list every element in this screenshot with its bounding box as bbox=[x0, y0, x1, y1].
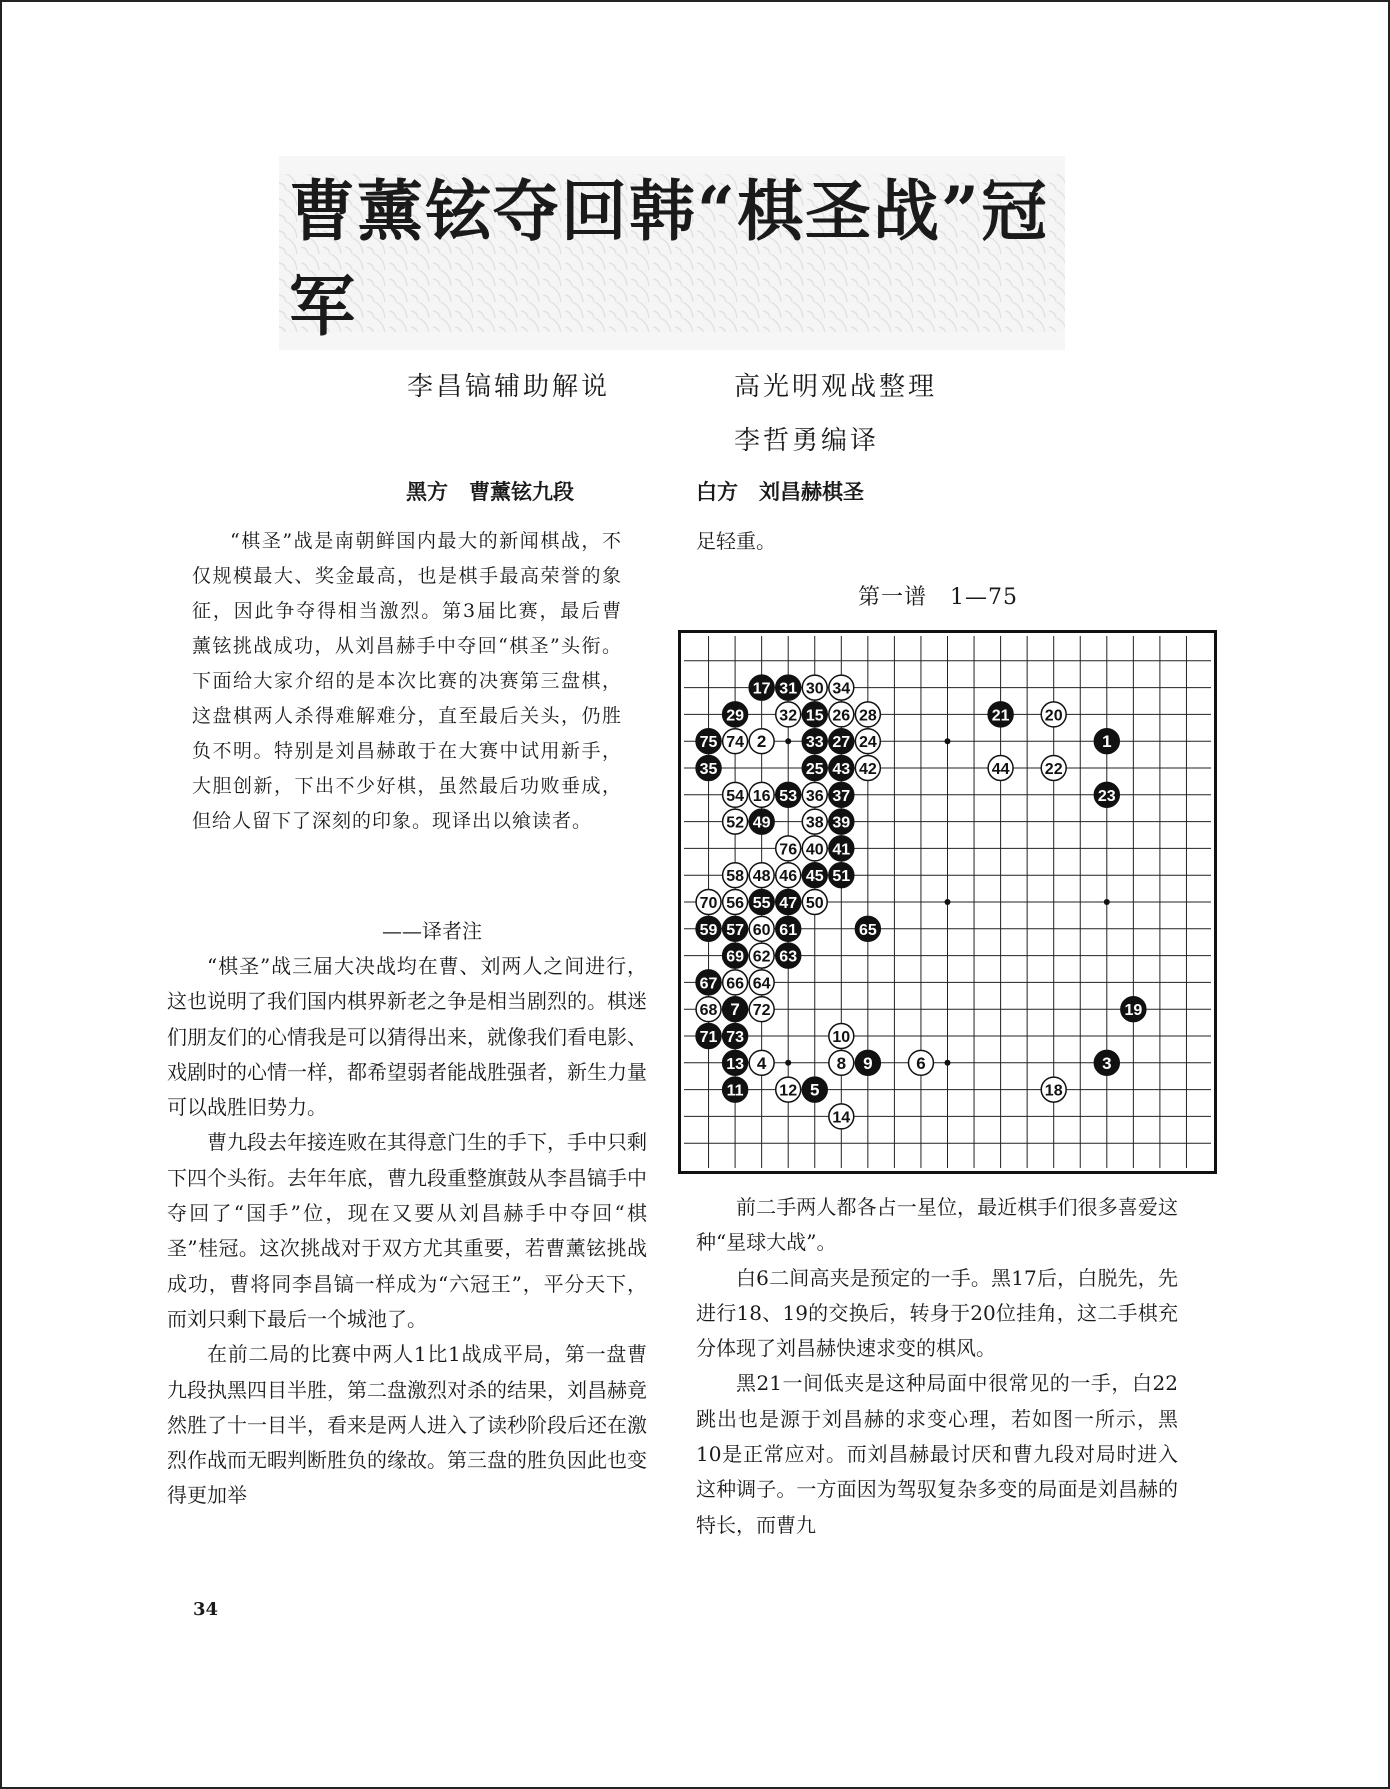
star-point bbox=[945, 738, 951, 744]
white-stone bbox=[829, 675, 854, 700]
stone-number: 41 bbox=[832, 841, 851, 859]
white-stone bbox=[723, 782, 748, 807]
stone-number: 19 bbox=[1124, 1002, 1143, 1020]
white-stone bbox=[829, 702, 854, 727]
black-stone bbox=[696, 916, 721, 941]
stone-number: 75 bbox=[699, 734, 718, 752]
stone-number: 61 bbox=[779, 921, 798, 939]
white-stone bbox=[988, 756, 1013, 781]
stone-number: 24 bbox=[858, 734, 877, 752]
paragraph: 白6二间高夹是预定的一手。黑17后，白脱先，先进行18、19的交换后，转身于20位挂角，这二手棋充分体现了刘昌赫快速求变的棋风。 bbox=[696, 1265, 1178, 1361]
stone-number: 39 bbox=[832, 814, 851, 832]
black-stone bbox=[749, 890, 774, 915]
stone-number: 2 bbox=[756, 732, 767, 752]
white-stone bbox=[855, 702, 880, 727]
white-stone bbox=[829, 1104, 854, 1129]
stone-number: 45 bbox=[805, 868, 824, 886]
white-stone bbox=[749, 863, 774, 888]
black-stone bbox=[749, 809, 774, 834]
stone-number: 35 bbox=[699, 761, 718, 778]
white-stone bbox=[749, 943, 774, 968]
title-banner bbox=[279, 172, 1065, 345]
black-stone bbox=[802, 863, 827, 888]
black-stone bbox=[802, 729, 827, 754]
stone-number: 46 bbox=[779, 868, 798, 886]
black-stone bbox=[749, 675, 774, 700]
white-stone bbox=[696, 890, 721, 915]
stone-number: 72 bbox=[752, 1002, 771, 1020]
stone-number: 23 bbox=[1097, 787, 1116, 805]
white-stone bbox=[802, 836, 827, 861]
paragraph: “棋圣”战三届大决战均在曹、刘两人之间进行，这也说明了我们国内棋界新老之争是相当剧烈的。棋迷们朋友们的心情我是可以猜得出来，就像我们看电影、戏剧时的心情一样，都希望弱者能战胜强者，新生力量可以战胜旧势力。 bbox=[167, 954, 647, 1120]
star-point bbox=[785, 738, 791, 744]
stone-number: 8 bbox=[836, 1053, 847, 1073]
paragraph: 足轻重。 bbox=[696, 529, 776, 553]
white-stone bbox=[855, 756, 880, 781]
black-stone bbox=[723, 916, 748, 941]
white-stone bbox=[723, 890, 748, 915]
stone-number: 31 bbox=[779, 680, 798, 698]
translator-note bbox=[192, 524, 622, 839]
credit-commentator: 李昌镐辅助解说 bbox=[407, 372, 611, 402]
page-number: 34 bbox=[193, 1599, 219, 1620]
stone-number: 48 bbox=[752, 868, 771, 886]
black-stone bbox=[829, 809, 854, 834]
black-stone bbox=[776, 782, 801, 807]
black-stone bbox=[696, 756, 721, 781]
translator-note-text: “棋圣”战是南朝鲜国内最大的新闻棋战，不仅规模最大、奖金最高，也是棋手最高荣誉的象征，因此争夺得相当激烈。第3届比赛，最后曹薰铉挑战成功，从刘昌赫手中夺回“棋圣”头衔。下面给大家介绍的是本次比赛的决赛第三盘棋，这盘棋两人杀得难解难分，直至最后关头，仍胜负不明。特别是刘昌赫敢于在大赛中试用新手，大胆创新，下出不少好棋，虽然最后功败垂成，但给人留下了深刻的印象。现译出以飨读者。 bbox=[192, 530, 622, 832]
white-stone bbox=[749, 970, 774, 995]
stone-number: 43 bbox=[832, 761, 851, 778]
white-stone bbox=[802, 809, 827, 834]
white-stone bbox=[802, 890, 827, 915]
stone-number: 38 bbox=[805, 814, 824, 832]
stone-number: 42 bbox=[858, 761, 877, 778]
black-player: 黑方 曹薰铉九段 bbox=[406, 480, 574, 504]
stone-number: 16 bbox=[752, 787, 771, 805]
stone-number: 52 bbox=[726, 814, 744, 832]
black-stone bbox=[696, 729, 721, 754]
stone-number: 30 bbox=[805, 680, 824, 698]
white-stone bbox=[1041, 756, 1066, 781]
black-stone bbox=[696, 970, 721, 995]
stone-number: 40 bbox=[805, 841, 824, 859]
stone-number: 60 bbox=[752, 921, 771, 939]
stone-number: 22 bbox=[1044, 761, 1063, 778]
white-stone bbox=[829, 1050, 854, 1075]
stone-number: 32 bbox=[779, 707, 798, 725]
stone-number: 11 bbox=[726, 1082, 744, 1100]
stone-number: 74 bbox=[726, 734, 744, 752]
credit-observer: 高光明观战整理 bbox=[734, 372, 938, 402]
black-stone bbox=[802, 1077, 827, 1102]
stone-number: 55 bbox=[752, 895, 771, 912]
stone-number: 21 bbox=[991, 707, 1010, 725]
white-stone bbox=[802, 675, 827, 700]
right-continuation bbox=[696, 524, 1176, 559]
black-stone bbox=[696, 1024, 721, 1049]
stone-number: 67 bbox=[699, 975, 718, 993]
translator-signature: ——译者注 bbox=[382, 919, 482, 943]
stone-number: 50 bbox=[805, 895, 824, 912]
black-stone bbox=[829, 782, 854, 807]
stone-number: 53 bbox=[779, 787, 798, 805]
white-stone bbox=[776, 836, 801, 861]
white-stone bbox=[1041, 702, 1066, 727]
paragraph: 曹九段去年接连败在其得意门生的手下，手中只剩下四个头衔。去年年底，曹九段重整旗鼓从李昌镐手中夺回了“国手”位，现在又要从刘昌赫手中夺回“棋圣”桂冠。这次挑战对于双方尤其重要，若曹薰铉挑战成功，曹将同李昌镐一样成为“六冠王”，平分天下，而刘只剩下最后一个城池了。 bbox=[167, 1130, 647, 1331]
paragraph: 前二手两人都各占一星位，最近棋手们很多喜爱这种“星球大战”。 bbox=[696, 1195, 1178, 1255]
white-stone bbox=[723, 970, 748, 995]
white-stone bbox=[749, 916, 774, 941]
stone-number: 12 bbox=[779, 1082, 798, 1100]
stone-number: 63 bbox=[779, 948, 798, 966]
white-stone bbox=[776, 863, 801, 888]
stone-number: 64 bbox=[752, 975, 771, 993]
stone-number: 17 bbox=[752, 680, 771, 698]
stone-number: 26 bbox=[832, 707, 851, 725]
stone-number: 68 bbox=[699, 1002, 718, 1020]
white-stone bbox=[776, 702, 801, 727]
stone-number: 27 bbox=[832, 734, 851, 752]
stone-number: 14 bbox=[832, 1109, 851, 1127]
black-stone bbox=[802, 756, 827, 781]
white-stone bbox=[749, 997, 774, 1022]
stone-number: 76 bbox=[779, 841, 798, 859]
right-column-text bbox=[696, 1190, 1178, 1543]
white-stone bbox=[829, 1024, 854, 1049]
black-stone bbox=[723, 943, 748, 968]
white-stone bbox=[723, 809, 748, 834]
black-stone bbox=[1094, 1050, 1119, 1075]
star-point bbox=[1104, 899, 1110, 905]
black-stone bbox=[776, 943, 801, 968]
stone-number: 28 bbox=[858, 707, 877, 725]
stone-number: 51 bbox=[832, 868, 851, 886]
stone-number: 3 bbox=[1102, 1053, 1112, 1073]
stone-number: 56 bbox=[726, 895, 744, 912]
black-stone bbox=[988, 702, 1013, 727]
page-title: 曹薰铉夺回韩“棋圣战”冠军 bbox=[279, 156, 1065, 350]
paragraph: 黑21一间低夹是这种局面中很常见的一手，白22跳出也是源于刘昌赫的求变心理，若如图一所示，黑10是正常应对。而刘昌赫最讨厌和曹九段对局时进入这种调子。一方面因为驾驭复杂多变的局面是刘昌赫的特长，而曹九 bbox=[696, 1371, 1178, 1537]
black-stone bbox=[776, 890, 801, 915]
paragraph: 在前二局的比赛中两人1比1战成平局，第一盘曹九段执黑四目半胜，第二盘激烈对杀的结果，刘昌赫竟然胜了十一目半，看来是两人进入了读秒阶段后还在激烈作战而无暇判断胜负的缘故。第三盘的胜负因此也变得更加举 bbox=[167, 1342, 647, 1508]
black-stone bbox=[776, 916, 801, 941]
stone-number: 59 bbox=[699, 921, 718, 939]
star-point bbox=[945, 899, 951, 905]
stone-number: 44 bbox=[991, 761, 1010, 778]
black-stone bbox=[829, 863, 854, 888]
stone-number: 1 bbox=[1102, 732, 1112, 752]
stone-number: 37 bbox=[832, 787, 851, 805]
black-stone bbox=[776, 675, 801, 700]
stone-number: 33 bbox=[805, 734, 824, 752]
stone-number: 34 bbox=[832, 680, 851, 698]
stone-number: 29 bbox=[726, 707, 744, 725]
go-board-diagram bbox=[678, 630, 1217, 1174]
stone-number: 25 bbox=[805, 761, 824, 778]
stone-number: 6 bbox=[916, 1053, 926, 1073]
stone-number: 49 bbox=[752, 814, 771, 832]
stone-number: 65 bbox=[858, 921, 877, 939]
black-stone bbox=[723, 1077, 748, 1102]
white-stone bbox=[696, 997, 721, 1022]
white-stone bbox=[723, 729, 748, 754]
black-stone bbox=[1094, 782, 1119, 807]
black-stone bbox=[1094, 729, 1119, 754]
stone-number: 4 bbox=[756, 1053, 767, 1073]
credit-translator: 李哲勇编译 bbox=[734, 426, 880, 456]
stone-number: 20 bbox=[1044, 707, 1063, 725]
black-stone bbox=[723, 997, 748, 1022]
stone-number: 15 bbox=[805, 707, 824, 725]
white-stone bbox=[723, 863, 748, 888]
stone-number: 66 bbox=[726, 975, 744, 993]
stone-number: 13 bbox=[726, 1055, 744, 1073]
black-stone bbox=[855, 1050, 880, 1075]
stone-number: 69 bbox=[726, 948, 744, 966]
stone-number: 9 bbox=[863, 1053, 873, 1073]
white-stone bbox=[749, 729, 774, 754]
black-stone bbox=[723, 1024, 748, 1049]
star-point bbox=[785, 1060, 791, 1066]
black-stone bbox=[855, 916, 880, 941]
white-stone bbox=[1041, 1077, 1066, 1102]
black-stone bbox=[829, 729, 854, 754]
black-stone bbox=[829, 836, 854, 861]
stone-number: 7 bbox=[730, 1000, 740, 1020]
stone-number: 57 bbox=[726, 921, 744, 939]
stone-number: 62 bbox=[752, 948, 771, 966]
white-stone bbox=[908, 1050, 933, 1075]
white-player: 白方 刘昌赫棋圣 bbox=[696, 480, 864, 504]
stone-number: 36 bbox=[805, 787, 824, 805]
stone-number: 5 bbox=[810, 1080, 820, 1100]
stone-number: 10 bbox=[832, 1029, 851, 1046]
white-stone bbox=[776, 1077, 801, 1102]
white-stone bbox=[749, 1050, 774, 1075]
stone-number: 47 bbox=[779, 895, 798, 912]
white-stone bbox=[802, 782, 827, 807]
black-stone bbox=[1121, 997, 1146, 1022]
black-stone bbox=[723, 1050, 748, 1075]
stone-number: 73 bbox=[726, 1029, 744, 1046]
go-board bbox=[678, 630, 1217, 1174]
stone-number: 70 bbox=[699, 895, 718, 912]
stone-number: 58 bbox=[726, 868, 744, 886]
white-stone bbox=[855, 729, 880, 754]
stone-number: 54 bbox=[726, 787, 744, 805]
left-column-text bbox=[167, 949, 647, 1514]
star-point bbox=[945, 1060, 951, 1066]
black-stone bbox=[829, 756, 854, 781]
stone-number: 71 bbox=[699, 1029, 718, 1046]
stone-number: 18 bbox=[1044, 1082, 1063, 1100]
black-stone bbox=[802, 702, 827, 727]
white-stone bbox=[749, 782, 774, 807]
diagram-title: 第一谱 1—75 bbox=[858, 585, 1018, 610]
black-stone bbox=[723, 702, 748, 727]
